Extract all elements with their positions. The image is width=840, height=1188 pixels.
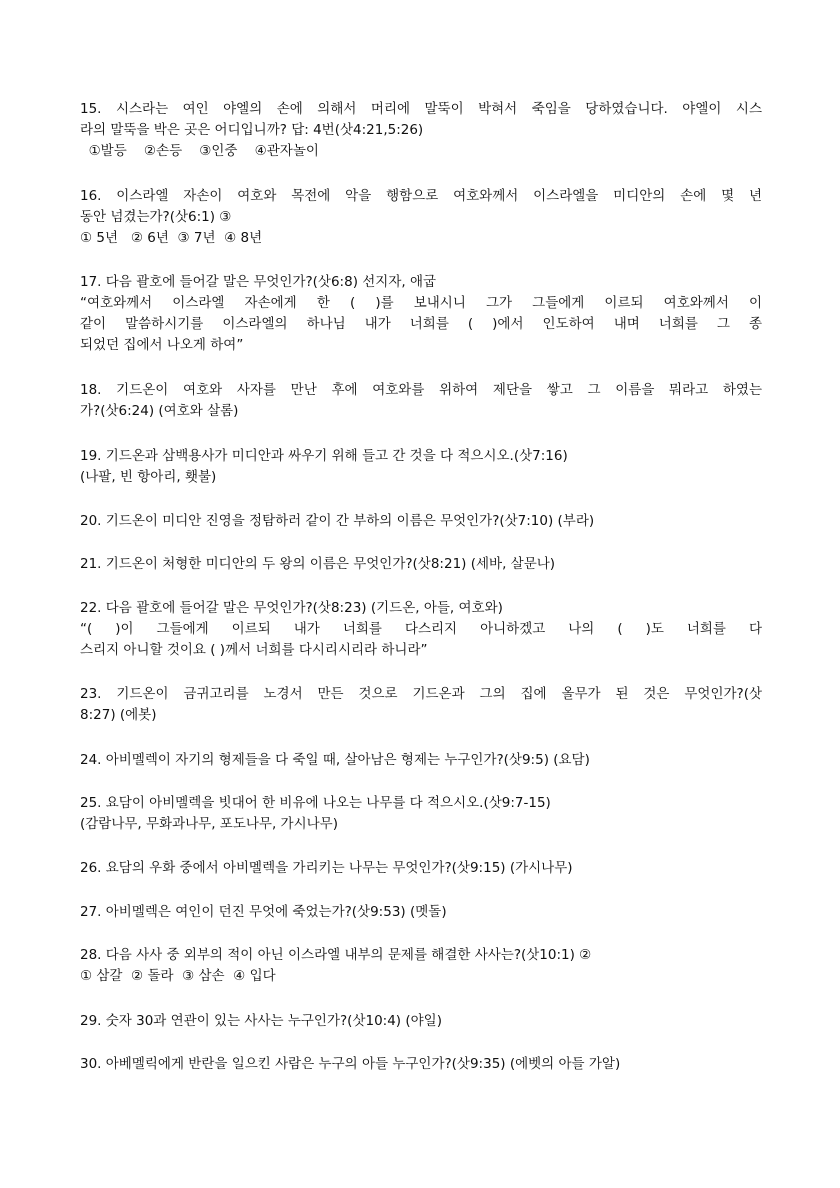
question-17 xyxy=(80,272,762,356)
question-22 xyxy=(80,598,762,661)
question-15-line-1: 15. 시스라는 여인 야엘의 손에 의해서 머리에 말뚝이 박혀서 죽임을 당하였습니다. 야엘이 시스 xyxy=(80,101,762,117)
question-19-line-1: 19. 기드온과 삼백용사가 미디안과 싸우기 위해 들고 간 것을 다 적으시오.(삿7:16) xyxy=(80,448,568,464)
question-17-line-3: 같이 말씀하시기를 이스라엘의 하나님 내가 너희를 ( )에서 인도하여 내며 너희를 그 종 xyxy=(80,316,762,332)
question-18-line-2: 가?(삿6:24) (여호와 살롬) xyxy=(80,403,239,419)
question-21 xyxy=(80,554,762,575)
question-23-line-2: 8:27) (에봇) xyxy=(80,707,157,723)
question-27-line-1: 27. 아비멜렉은 여인이 던진 무엇에 죽었는가?(삿9:53) (멧돌) xyxy=(80,904,447,920)
question-16 xyxy=(80,186,762,249)
question-28-line-1: 28. 다음 사사 중 외부의 적이 아닌 이스라엘 내부의 문제를 해결한 사사는?(삿10:1) ② xyxy=(80,947,592,963)
question-24 xyxy=(80,750,762,771)
question-16-line-2: 동안 넘겼는가?(삿6:1) ③ xyxy=(80,209,232,225)
question-20 xyxy=(80,511,762,532)
question-15 xyxy=(80,99,762,162)
question-22-line-2: “( )이 그들에게 이르되 내가 너희를 다스리지 아니하겠고 나의 ( )도 너희를 다 xyxy=(80,621,762,637)
question-15-line-2: 라의 말뚝을 박은 곳은 어디입니까? 답: 4번(삿4:21,5:26) xyxy=(80,122,424,138)
question-28 xyxy=(80,945,762,987)
question-17-line-1: 17. 다음 괄호에 들어갈 말은 무엇인가?(삿6:8) 선지자, 애굽 xyxy=(80,274,437,290)
question-16-options: ① 5년 ② 6년 ③ 7년 ④ 8년 xyxy=(80,230,263,246)
question-24-line-1: 24. 아비멜렉이 자기의 형제들을 다 죽일 때, 살아남은 형제는 누구인가?(삿9:5) (요담) xyxy=(80,752,590,768)
question-22-line-1: 22. 다음 괄호에 들어갈 말은 무엇인가?(삿8:23) (기드온, 아들, 여호와) xyxy=(80,600,503,616)
question-25-line-2: (감람나무, 무화과나무, 포도나무, 가시나무) xyxy=(80,816,338,832)
question-26-line-1: 26. 요담의 우화 중에서 아비멜렉을 가리키는 나무는 무엇인가?(삿9:15) (가시나무) xyxy=(80,860,573,876)
question-15-options: ①발등 ②손등 ③인중 ④관자놀이 xyxy=(80,143,319,159)
question-25 xyxy=(80,793,762,835)
question-22-line-3: 스리지 아니할 것이요 ( )께서 너희를 다시리시리라 하니라” xyxy=(80,642,428,658)
question-18 xyxy=(80,380,762,422)
question-20-line-1: 20. 기드온이 미디안 진영을 정탐하러 같이 간 부하의 이름은 무엇인가?(삿7:10) (부라) xyxy=(80,513,595,529)
question-18-line-1: 18. 기드온이 여호와 사자를 만난 후에 여호와를 위하여 제단을 쌓고 그 이름을 뭐라고 하였는 xyxy=(80,382,762,398)
question-19-line-2: (나팔, 빈 항아리, 횃불) xyxy=(80,469,217,485)
question-26 xyxy=(80,858,762,879)
question-19 xyxy=(80,446,762,488)
question-23-line-1: 23. 기드온이 금귀고리를 노경서 만든 것으로 기드온과 그의 집에 올무가 된 것은 무엇인가?(삿 xyxy=(80,686,762,702)
question-30-line-1: 30. 아베멜릭에게 반란을 일으킨 사람은 누구의 아들 누구인가?(삿9:35) (에벳의 아들 가알) xyxy=(80,1056,621,1072)
question-28-options: ① 삼갈 ② 돌라 ③ 삼손 ④ 입다 xyxy=(80,968,276,984)
question-29-line-1: 29. 숫자 30과 연관이 있는 사사는 누구인가?(삿10:4) (야일) xyxy=(80,1013,442,1029)
question-27 xyxy=(80,902,762,923)
question-21-line-1: 21. 기드온이 처형한 미디안의 두 왕의 이름은 무엇인가?(삿8:21) (세바, 살문나) xyxy=(80,556,556,572)
question-16-line-1: 16. 이스라엘 자손이 여호와 목전에 악을 행함으로 여호와께서 이스라엘을 미디안의 손에 몇 년 xyxy=(80,188,762,204)
question-23 xyxy=(80,684,762,726)
question-17-line-4: 되었던 집에서 나오게 하여” xyxy=(80,337,244,353)
question-17-line-2: “여호와께서 이스라엘 자손에게 한 ( )를 보내시니 그가 그들에게 이르되 여호와께서 이 xyxy=(80,295,762,311)
question-25-line-1: 25. 요담이 아비멜렉을 빗대어 한 비유에 나오는 나무를 다 적으시오.(삿9:7-15) xyxy=(80,795,551,811)
question-30 xyxy=(80,1054,762,1075)
question-29 xyxy=(80,1011,762,1032)
